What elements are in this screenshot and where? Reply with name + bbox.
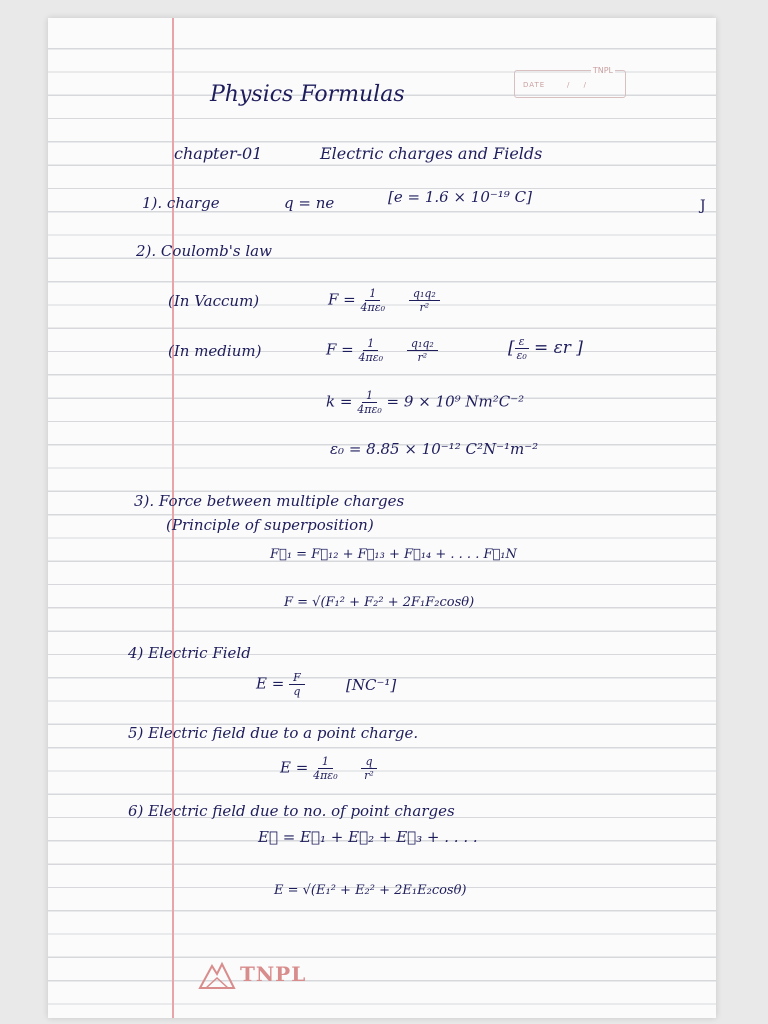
formula-2b-num-2: q₁q₂ <box>407 338 438 351</box>
formula-2a-lhs: F = <box>328 290 356 309</box>
formula-2a-den-2: r² <box>419 301 430 314</box>
formula-6-label: 6) Electric field due to no. of point charges <box>128 802 455 820</box>
formula-3-label: 3). Force between multiple charges <box>134 492 405 510</box>
formula-4-fraction <box>289 672 305 697</box>
formula-2a-fraction-1 <box>361 288 386 313</box>
formula-4-lhs: E = <box>256 674 285 693</box>
footer-brand: TNPL <box>240 962 307 986</box>
formula-1-equation: q = ne <box>284 194 335 212</box>
formula-3-magnitude: F = √(F₁² + F₂² + 2F₁F₂cosθ) <box>284 595 475 610</box>
formula-2c-den: 4πε₀ <box>357 403 382 416</box>
formula-2a-num-1: 1 <box>365 288 380 301</box>
formula-4-equation <box>256 672 305 697</box>
formula-5-num-1: 1 <box>318 756 333 769</box>
formula-3-vector-sum: F⃗₁ = F⃗₁₂ + F⃗₁₃ + F⃗₁₄ + . . . . F⃗₁N <box>270 547 517 562</box>
formula-2b-bracket-num: ε <box>515 336 529 349</box>
formula-6-vector-sum: E⃗ = E⃗₁ + E⃗₂ + E⃗₃ + . . . . <box>258 828 478 846</box>
formula-2b-bracket-fraction <box>515 336 529 361</box>
formula-2c-lhs: k = <box>326 392 353 411</box>
chapter-name: Electric charges and Fields <box>320 144 543 163</box>
formula-2c-num: 1 <box>362 390 377 403</box>
formula-2a-fraction-2 <box>409 288 440 313</box>
formula-4-label: 4) Electric Field <box>128 644 251 662</box>
formula-1-label: 1). charge <box>142 194 220 212</box>
date-stamp <box>514 66 626 98</box>
formula-6-magnitude: E = √(E₁² + E₂² + 2E₁E₂cosθ) <box>274 883 467 898</box>
formula-2a-equation <box>328 288 440 313</box>
formula-2-label: 2). Coulomb's law <box>136 242 272 260</box>
formula-2b-fraction-2 <box>407 338 438 363</box>
formula-2b-condition: (In medium) <box>168 342 262 360</box>
stamp-date-label: DATE <box>523 81 546 89</box>
formula-4-num: F <box>289 672 305 685</box>
stamp-date-slots: / / <box>567 81 592 89</box>
formula-2b-den-1: 4πε₀ <box>358 351 384 364</box>
chapter-label: chapter-01 <box>174 144 263 163</box>
formula-5-den-2: r² <box>364 769 374 782</box>
footer-logo <box>198 958 318 992</box>
formula-2d-equation: ε₀ = 8.85 × 10⁻¹² C²N⁻¹m⁻² <box>330 440 539 458</box>
formula-5-num-2: q <box>361 756 376 769</box>
formula-2b-num-1: 1 <box>363 338 378 351</box>
formula-3-subtitle: (Principle of superposition) <box>166 516 374 534</box>
tnpl-logo-icon <box>198 960 236 990</box>
formula-2a-num-2: q₁q₂ <box>409 288 440 301</box>
formula-4-den: q <box>293 685 301 698</box>
formula-2a-condition: (In Vaccum) <box>168 292 260 310</box>
formula-5-equation <box>280 756 377 781</box>
formula-5-lhs: E = <box>280 758 309 777</box>
formula-2c-fraction <box>357 390 382 415</box>
page-title: Physics Formulas <box>210 82 405 107</box>
formula-2b-bracket: [ $\frac{\varepsilon}{\text{ε₀}}$ = εr ] <box>508 335 583 362</box>
formula-2a-den-1: 4πε₀ <box>360 301 386 314</box>
formula-2c-rhs: = 9 × 10⁹ Nm²C⁻² <box>386 392 525 411</box>
formula-5-fraction-2 <box>361 756 376 781</box>
formula-5-fraction-1 <box>313 756 338 781</box>
formula-1-constant: [e = 1.6 × 10⁻¹⁹ C] <box>388 188 532 206</box>
edge-mark: J <box>700 198 706 214</box>
stamp-brand: TNPL <box>592 66 613 75</box>
formula-2b-den-2: r² <box>417 351 428 364</box>
formula-4-unit: [NC⁻¹] <box>346 676 397 694</box>
formula-2c-equation <box>326 390 524 415</box>
notebook-page <box>48 18 716 1018</box>
formula-2b-lhs: F = <box>326 340 354 359</box>
formula-2b-bracket-rhs: = εr ] <box>533 338 583 358</box>
formula-2b-equation <box>326 338 438 363</box>
formula-2b-bracket-den: ε₀ <box>516 349 527 362</box>
formula-2b-fraction-1 <box>359 338 384 363</box>
formula-5-label: 5) Electric field due to a point charge. <box>128 724 419 742</box>
formula-5-den-1: 4πε₀ <box>313 769 338 782</box>
